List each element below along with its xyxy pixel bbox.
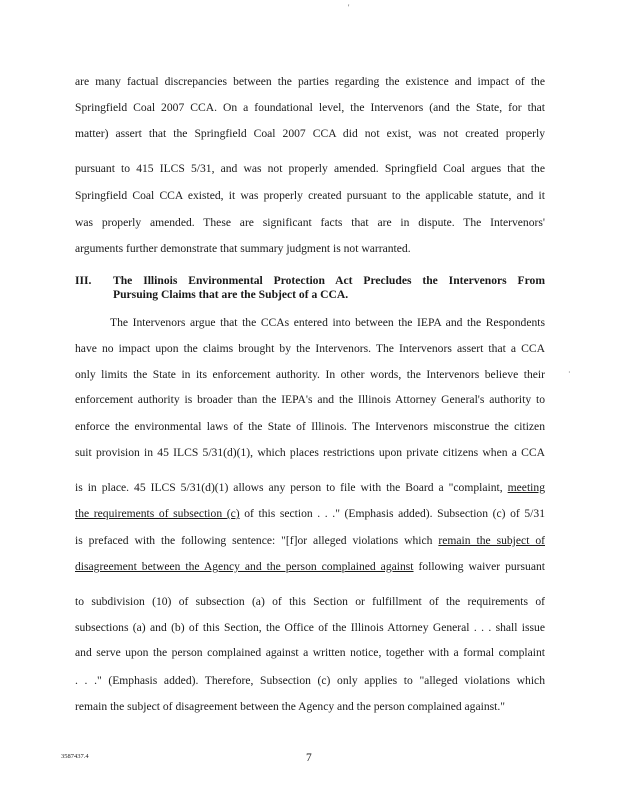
body-text-line	[75, 560, 545, 574]
body-text-line: enforcement authority is broader than the IEPA's and the Illinois Attorney General's authority to	[75, 393, 545, 406]
text-run: following waiver pursuant	[413, 560, 546, 573]
body-text-line: pursuant to 415 ILCS 5/31, and was not properly amended. Springfield Coal argues that the	[75, 162, 545, 175]
body-text-line: remain the subject of disagreement between the Agency and the person complained against."	[75, 700, 506, 713]
text-run: is in place. 45 ILCS 5/31(d)(1) allows any person to file with the Board a "complaint,	[75, 481, 508, 494]
section-heading-line: The Illinois Environmental Protection Act Precludes the Intervenors From	[113, 274, 545, 287]
body-text-line: Springfield Coal CCA existed, it was properly created pursuant to the applicable statute, and it	[75, 189, 545, 202]
section-heading	[113, 274, 545, 302]
body-text-line: and serve upon the person complained against a written notice, together with a formal complaint	[75, 646, 545, 659]
body-text-line: to subdivision (10) of subsection (a) of this Section or fulfillment of the requirements of	[75, 595, 545, 608]
body-text-line: was properly amended. These are significant facts that are in dispute. The Intervenors'	[75, 216, 545, 229]
body-text-line: subsections (a) and (b) of this Section, the Office of the Illinois Attorney General . . . shall issue	[75, 621, 545, 634]
emphasis-text: disagreement between the Agency and the person complained against	[75, 560, 414, 573]
text-run: is prefaced with the following sentence: "[f]or alleged violations which	[75, 534, 439, 547]
body-text-line: matter) assert that the Springfield Coal 2007 CCA did not exist, was not created properly	[75, 127, 545, 140]
scan-speck: ·	[568, 368, 571, 377]
body-text-line: suit provision in 45 ILCS 5/31(d)(1), which places restrictions upon private citizens when a CCA	[75, 446, 545, 459]
body-text-line	[75, 507, 545, 521]
emphasis-text: meeting	[507, 481, 545, 494]
section-heading-line: Pursuing Claims that are the Subject of a CCA.	[113, 288, 349, 301]
page-number: 7	[306, 752, 312, 764]
body-text-line: The Intervenors argue that the CCAs entered into between the IEPA and the Respondents	[110, 316, 545, 329]
body-text-line: have no impact upon the claims brought by the Intervenors. The Intervenors assert that a CCA	[75, 342, 545, 355]
document-id: 3587437.4	[61, 753, 89, 760]
body-text-line: . . ." (Emphasis added). Therefore, Subsection (c) only applies to "alleged violations which	[75, 674, 545, 687]
body-text-line: are many factual discrepancies between the parties regarding the existence and impact of the	[75, 75, 545, 88]
section-number: III.	[75, 274, 92, 287]
body-text-line: only limits the State in its enforcement authority. In other words, the Intervenors believe their	[75, 368, 545, 381]
body-text-line: arguments further demonstrate that summary judgment is not warranted.	[75, 242, 411, 255]
emphasis-text: remain the subject of	[438, 534, 545, 547]
text-run: of this section . . ." (Emphasis added). Subsection (c) of 5/31	[239, 507, 545, 520]
body-text-line	[75, 534, 545, 548]
body-text-line: Springfield Coal 2007 CCA. On a foundational level, the Intervenors (and the State, for that	[75, 101, 545, 114]
body-text-line: enforce the environmental laws of the State of Illinois. The Intervenors misconstrue the citizen	[75, 420, 545, 433]
emphasis-text: the requirements of subsection (c)	[75, 507, 240, 520]
scan-speck: '	[348, 3, 350, 12]
body-text-line	[75, 481, 545, 495]
